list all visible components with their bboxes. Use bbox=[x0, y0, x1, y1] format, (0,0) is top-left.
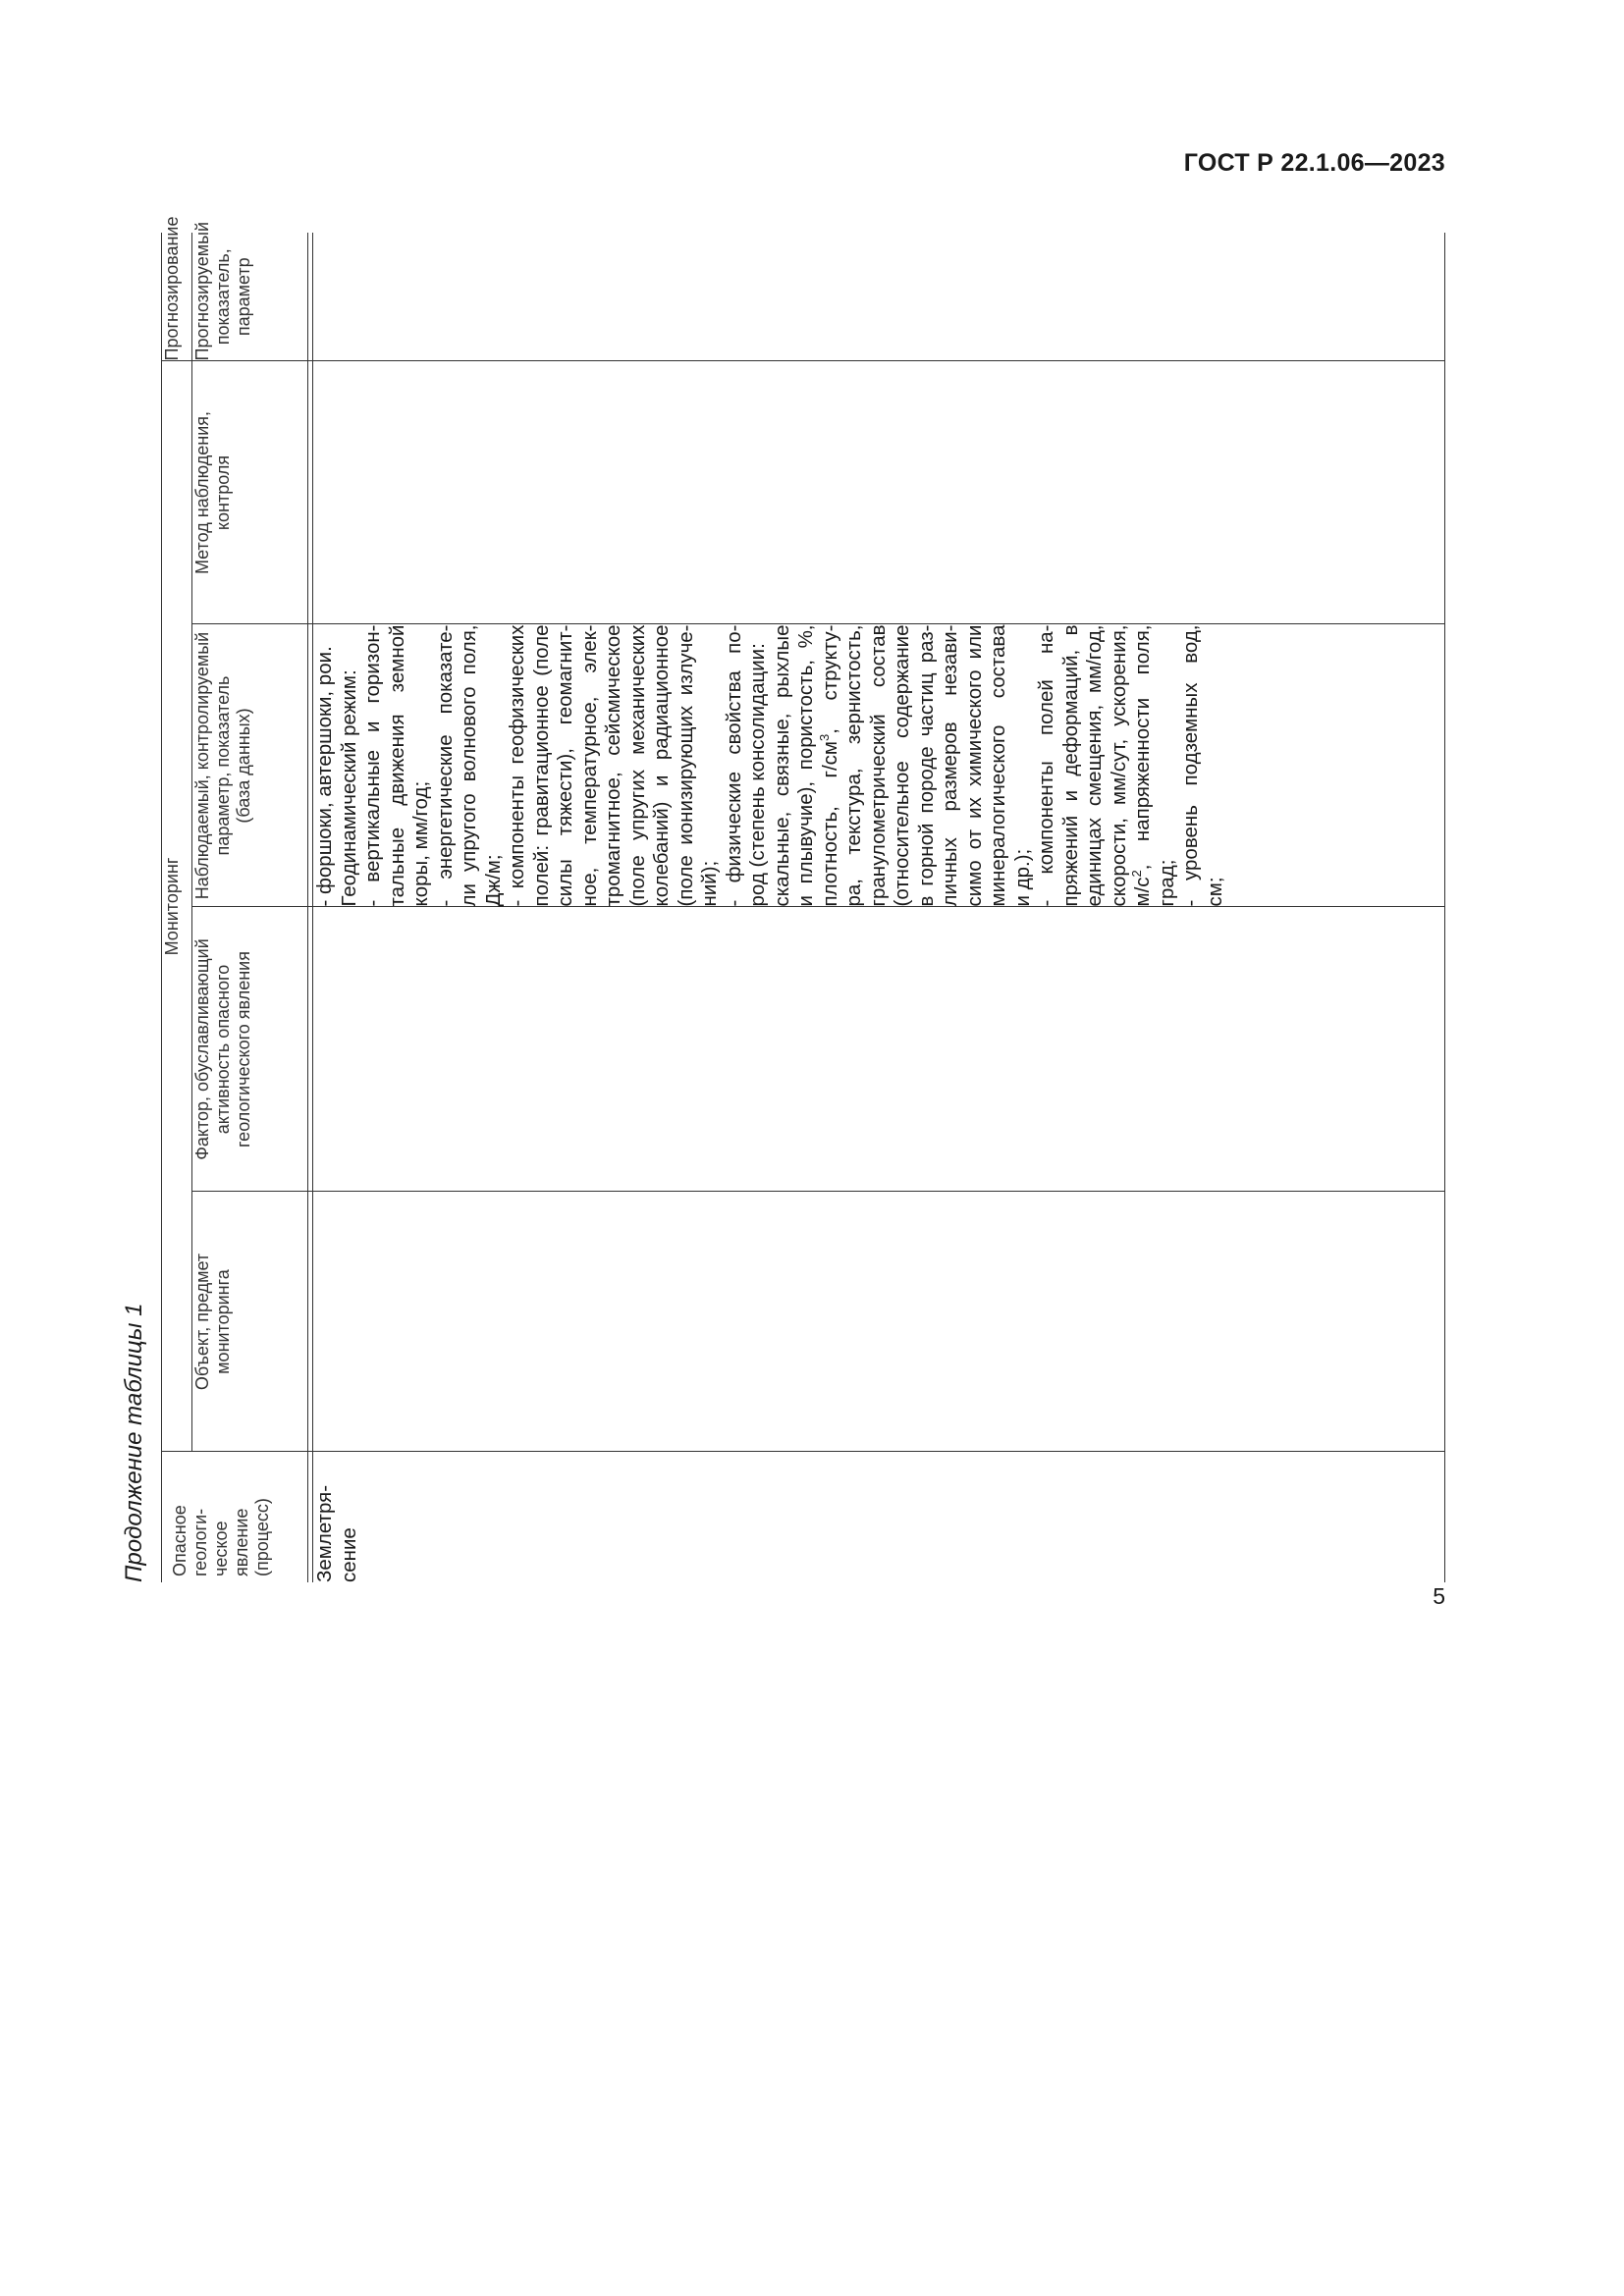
cell-object bbox=[313, 1192, 1445, 1452]
group-header-row bbox=[162, 233, 192, 1582]
observed-parameter-line: (поле ионизирующих излуче- bbox=[674, 624, 697, 907]
column-header-row bbox=[192, 233, 308, 1582]
cell-phenomenon: Землетря- сение bbox=[313, 1452, 1445, 1582]
observed-parameter-line: и др.); bbox=[1010, 848, 1034, 907]
observed-parameter-line: скорости, мм/сут, ускорения, bbox=[1107, 624, 1130, 907]
observed-parameter-line: личных размеров незави- bbox=[939, 624, 961, 907]
cell-observed-parameter bbox=[313, 624, 1445, 907]
observed-parameter-line: тромагнитное, сейсмическое bbox=[602, 624, 624, 907]
observed-parameter-line: коры, мм/год; bbox=[409, 780, 432, 907]
header-object: Объект, предмет мониторинга bbox=[192, 1192, 308, 1452]
table-row bbox=[313, 233, 1445, 1582]
observed-parameter-line: и плывучие), пористость, %, bbox=[794, 624, 817, 907]
cell-forecast-parameter bbox=[313, 233, 1445, 361]
observed-parameter-line: гранулометрический состав bbox=[866, 624, 890, 907]
observed-parameter-line: - форшоки, автершоки, рои. bbox=[313, 646, 336, 907]
observed-parameter-line: (поле упругих механических bbox=[625, 624, 649, 907]
observed-parameter-line: $м/с^2$, напряженности поля, bbox=[1129, 624, 1154, 907]
observed-parameter-line: симо от их химического или bbox=[962, 624, 986, 907]
observed-parameter-line: ний); bbox=[698, 860, 721, 907]
observed-parameter-line: град; bbox=[1155, 859, 1178, 907]
rotated-table-container bbox=[108, 216, 1445, 1582]
header-phenomenon: Опасное геологи- ческое явление (процесс) bbox=[162, 1452, 308, 1582]
observed-parameter-line: колебаний) и радиационное bbox=[650, 624, 673, 907]
observed-parameter-line: единицах смещения, мм/год, bbox=[1083, 624, 1106, 907]
table-caption: Продолжение таблицы 1 bbox=[121, 1303, 147, 1582]
observed-parameter-line: ное, температурное, элек- bbox=[577, 624, 601, 907]
header-observed-parameter: Наблюдаемый, контролируемый параметр, показатель (база данных) bbox=[192, 624, 308, 907]
observed-parameter-line: - компоненты полей на- bbox=[1035, 624, 1057, 907]
observed-parameter-line: тальные движения земной bbox=[385, 624, 408, 907]
observed-parameter-line: силы тяжести), геомагнит- bbox=[554, 624, 576, 907]
header-forecast-parameter: Прогнозируемый показатель, параметр bbox=[192, 233, 308, 361]
observed-parameter-line: (относительное содержание bbox=[891, 624, 913, 907]
standard-code: ГОСТ Р 22.1.06—2023 bbox=[1183, 149, 1445, 177]
observed-parameter-line: - вертикальные и горизон- bbox=[361, 624, 384, 907]
observed-parameter-line: - физические свойства по- bbox=[722, 624, 745, 907]
observed-parameter-line: полей: гравитационное (поле bbox=[529, 624, 553, 907]
observed-parameter-line: Дж/м; bbox=[481, 854, 505, 907]
observed-parameter-line: плотность, $г/см^3$, структу- bbox=[816, 624, 841, 907]
observed-parameter-line: - компоненты геофизических bbox=[506, 624, 528, 907]
observed-parameter-line: минералогического состава bbox=[987, 624, 1009, 907]
header-factor: Фактор, обуславливающий активность опасного геологического явления bbox=[192, 907, 308, 1192]
observed-parameter-line: - энергетические показате- bbox=[433, 624, 457, 907]
header-monitoring-group: Мониторинг bbox=[162, 361, 192, 1452]
header-forecasting-group: Прогнозирование bbox=[162, 233, 192, 361]
cell-method bbox=[313, 361, 1445, 624]
observed-parameter-line: в горной породе частиц раз- bbox=[914, 624, 938, 907]
cell-factor bbox=[313, 907, 1445, 1192]
observed-parameter-line: скальные, связные, рыхлые bbox=[770, 624, 793, 907]
observed-parameter-line: ли упругого волнового поля, bbox=[458, 624, 480, 907]
observed-parameter-line: род (степень консолидации: bbox=[746, 643, 769, 907]
observed-parameter-line: пряжений и деформаций, в bbox=[1058, 624, 1082, 907]
observed-parameter-line: Геодинамический режим: bbox=[337, 669, 360, 907]
page-number: 5 bbox=[1433, 1583, 1445, 1609]
observed-parameter-line: - уровень подземных вод, bbox=[1179, 624, 1202, 907]
geological-monitoring-table bbox=[161, 216, 1445, 1582]
header-method: Метод наблюдения, контроля bbox=[192, 361, 308, 624]
observed-parameter-line: ра, текстура, зернистость, bbox=[842, 624, 865, 907]
observed-parameter-line: см; bbox=[1203, 877, 1226, 907]
